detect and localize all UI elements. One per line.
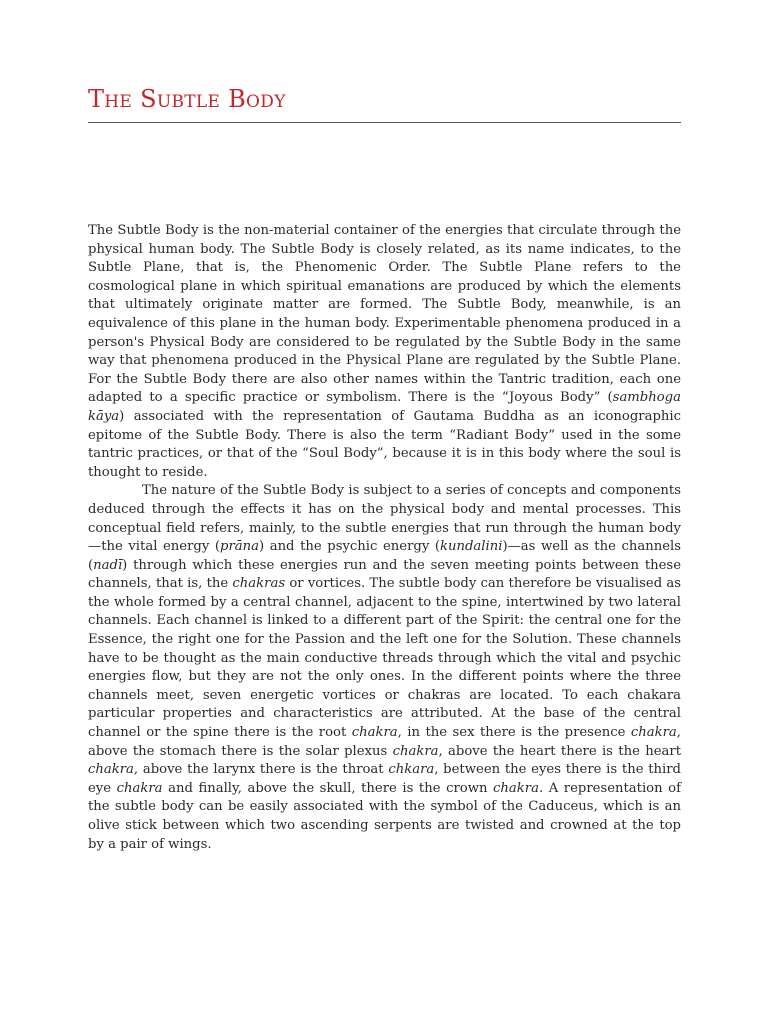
italic-term: chkara xyxy=(388,762,435,778)
text-run: , between the eyes there is the third eye xyxy=(88,762,681,796)
italic-term: nadī xyxy=(93,557,123,573)
italic-term: chakra xyxy=(493,780,539,796)
italic-term: chakra xyxy=(88,762,134,778)
text-run: , above the stomach there is the solar plexus xyxy=(88,725,681,759)
text-run: and finally, above the skull, there is the crown xyxy=(162,780,494,796)
text-run: ) associated with the representation of Gautama Buddha as an iconographic epitome of the Subtle Body. There is also the term “Radiant Body” used in the some tantric practices, or that of the “Soul Body”, because it is in this body where the soul is thought to reside. xyxy=(88,408,681,480)
paragraph-1 xyxy=(88,222,681,482)
italic-term: chakra xyxy=(116,780,163,796)
italic-term: chakra xyxy=(630,725,677,741)
text-run: ) through which these energies run and the seven meeting points between these channels, that is, the xyxy=(88,557,681,592)
text-run: . A representation of the subtle body can be easily associated with the symbol of the Caduceus, which is an olive stick between which two ascending serpents are twisted and crowned at the top by a pair of wings. xyxy=(88,780,681,852)
italic-term: chakra xyxy=(351,725,398,741)
body-text xyxy=(88,222,681,854)
text-run: , in the sex there is the presence xyxy=(397,725,631,741)
text-run: )—as well as the channels ( xyxy=(88,539,681,573)
italic-term: kundalini xyxy=(440,539,503,555)
italic-term: prāna xyxy=(220,539,259,555)
italic-term: chakra xyxy=(392,743,439,759)
text-run: The Subtle Body is the non-material container of the energies that circulate through the physical human body. The Subtle Body is closely related, as its name indicates, to the Subtle Plane, that is, the Phenomenic Order. The Subtle Plane refers to the cosmological plane in which spiritual emanations are produced by which the elements that ultimately originate matter are formed. The Subtle Body, meanwhile, is an equivalence of this plane in the human body. Experimentable phenomena produced in a person's Physical Body are considered to be regulated by the Subtle Body in the same way that phenomena produced in the Physical Plane are regulated by the Subtle Plane. For the Subtle Body there are also other names within the Tantric tradition, each one adapted to a specific practice or symbolism. There is the “Joyous Body” ( xyxy=(88,223,681,406)
text-run: or vortices. The subtle body can therefore be visualised as the whole formed by a central channel, adjacent to the spine, intertwined by two lateral channels. Each channel is linked to a different part of the Spirit: the central one for the Essence, the right one for the Passion and the left one for the Solution. These channels have to be thought as the main conductive threads through which the vital and psychic energies flow, but they are not the only ones. In the different points where the three channels meet, seven energetic vortices or chakras are located. To each chakara particular properties and characteristics are attributed. At the base of the central channel or the spine there is the root xyxy=(88,576,682,741)
text-run: The nature of the Subtle Body is subject to a series of concepts and components deduced through the effects it has on the physical body and mental processes. This conceptual field refers, mainly, to the subtle energies that run through the human body—the vital energy ( xyxy=(88,483,681,555)
italic-term: sambhoga kāya xyxy=(88,390,681,424)
title-underline-rule xyxy=(88,122,681,123)
text-run: , above the larynx there is the throat xyxy=(133,762,389,778)
text-run: , above the heart there is the heart xyxy=(438,743,681,759)
text-run: ) and the psychic energy ( xyxy=(258,539,440,555)
paragraph-2 xyxy=(88,482,681,854)
page-title: The Subtle Body xyxy=(88,85,286,113)
italic-term: chakras xyxy=(232,576,286,592)
